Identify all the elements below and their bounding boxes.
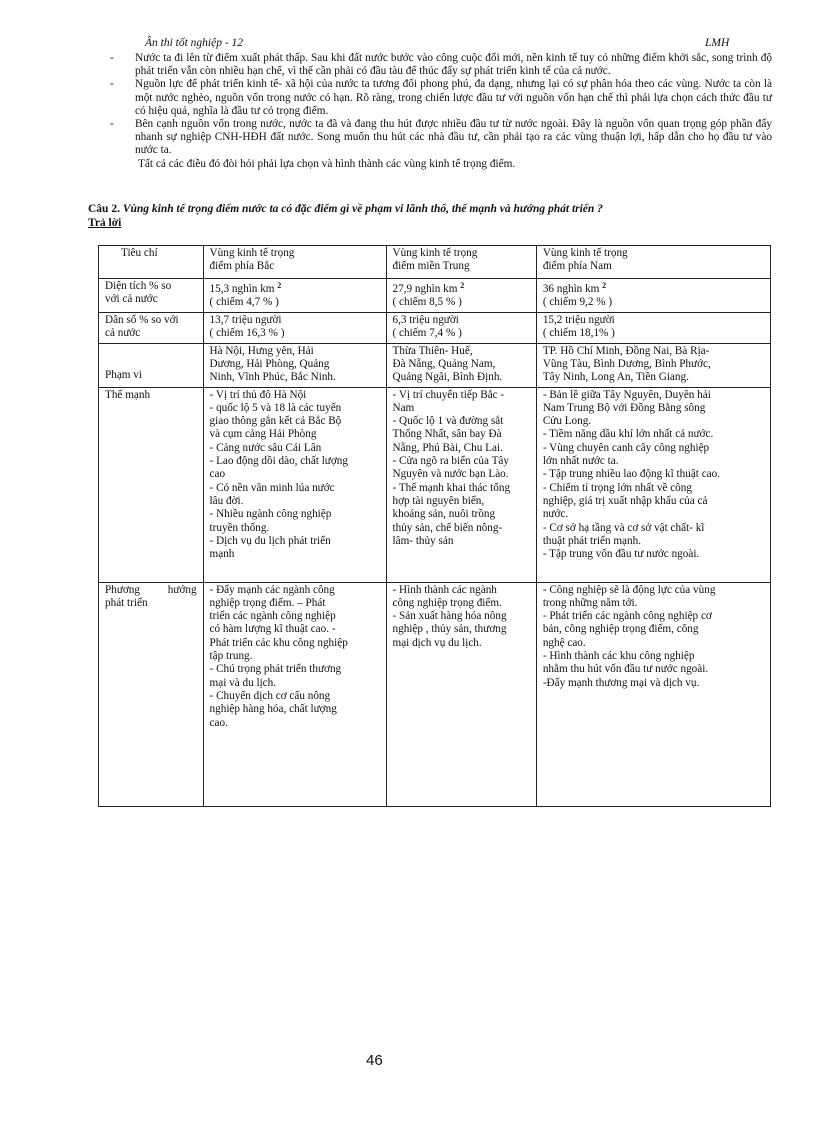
table-row-area [99,279,771,313]
cell-population-central: 6,3 triệu người ( chiếm 7,4 % ) [386,312,536,343]
bullet-dash: - [110,52,114,64]
cell-area-south: 36 nghìn km $^2$ ( chiếm 9,2 % ) [536,279,770,313]
cell-direction-north: - Đẩy mạnh các ngành công nghiệp trọng điểm. – Phát triển các ngành công nghiệp có hàm lượng kĩ thuật cao. - Phát triển các khu công nghiệp tập trung. - Chú trọng phát triển thương mại và du lịch. - Chuyển dịch cơ cấu nông nghiệp hàng hóa, chất lượng cao. [203,582,386,806]
question-number: Câu 2. [88,203,120,215]
intro-section [110,52,772,171]
cell-scope-central: Thừa Thiên- Huế, Đà Nẵng, Quảng Nam, Quảng Ngãi, Bình Định. [386,343,536,387]
intro-conclusion: Tất cả các điều đó đòi hỏi phải lựa chọn và hình thành các vùng kinh tế trọng điểm. [138,157,516,170]
cell-area-north: 15,3 nghìn km $^2$ ( chiếm 4,7 % ) [203,279,386,313]
header-south: Vùng kinh tế trọng điểm phía Nam [536,246,770,279]
cell-direction-south: - Công nghiệp sẽ là động lực của vùng trong những năm tới. - Phát triển các ngành công nghiệp cơ bản, công nghiệp trọng điểm, công nghệ cao. - Hình thành các khu công nghiệp nhằm thu hút vốn đầu tư nước ngoài. -Đẩy mạnh thương mại và dịch vụ. [536,582,770,806]
cell-population-south: 15,2 triệu người ( chiếm 18,1% ) [536,312,770,343]
header-north: Vùng kinh tế trọng điểm phía Bắc [203,246,386,279]
page-number: 46 [366,1052,383,1069]
label-direction: Phương hướng phát triển [99,582,204,806]
table-row-population [99,312,771,343]
cell-strengths-south: - Bản lề giữa Tây Nguyên, Duyên hải Nam Trung Bộ với Đồng Bằng sông Cửu Long. - Tiềm năng dầu khí lớn nhất cả nước. - Vùng chuyên canh cây công nghiệp lớn nhất nước ta. - Tập trung nhiều lao động kĩ thuật cao. - Chiếm tỉ trọng lớn nhất về công nghiệp, giá trị xuất nhập khẩu của cả nước. - Cơ sở hạ tầng và cơ sở vật chất- kĩ thuật phát triển mạnh. - Tập trung vốn đầu tư nước ngoài. [536,387,770,582]
table-row-direction [99,582,771,806]
cell-direction-central: - Hình thành các ngành công nghiệp trọng điểm. - Sản xuất hàng hóa nông nghiệp , thủy sản, thương mại dịch vụ du lịch. [386,582,536,806]
table-row-scope [99,343,771,387]
question-text: Vùng kinh tế trọng điểm nước ta có đặc điểm gì về phạm vi lãnh thổ, thế mạnh và hướng phát triển ? [122,203,603,215]
label-scope: Phạm vi [99,343,204,387]
cell-scope-south: TP. Hồ Chí Minh, Đồng Nai, Bà Rịa- Vũng Tàu, Bình Dương, Bình Phước, Tây Ninh, Long An, Tiền Giang. [536,343,770,387]
table-header-row [99,246,771,279]
economic-zones-table [98,245,771,807]
cell-strengths-central: - Vị trí chuyển tiếp Bắc - Nam - Quốc lộ 1 và đường sắt Thống Nhất, sân bay Đà Nẵng, Phú Bài, Chu Lai. - Cửa ngõ ra biển của Tây Nguyên và nước bạn Lào. - Thế mạnh khai thác tổng hợp tài nguyên biển, khoáng sản, nuôi trồng thủy sản, chế biến nông- lâm- thủy sản [386,387,536,582]
header-central: Vùng kinh tế trọng điểm miền Trung [386,246,536,279]
table-row-strengths [99,387,771,582]
cell-strengths-north: - Vị trí thủ đô Hà Nội - quốc lộ 5 và 18 là các tuyến giao thông gắn kết cả Bắc Bộ và cụm cảng Hải Phòng - Cảng nước sâu Cái Lân - Lao động dồi dào, chất lượng cao - Có nền văn minh lúa nước lâu đời. - Nhiều ngành công nghiệp truyền thống. - Dịch vụ du lịch phát triển mạnh [203,387,386,582]
header-title: Ân thi tốt nghiệp - 12 [145,37,244,49]
answer-label: Trả lời [88,217,122,229]
bullet-dash: - [110,118,114,131]
label-population: Dân số % so với cả nước [99,312,204,343]
cell-scope-north: Hà Nội, Hưng yên, Hải Dương, Hải Phòng, Quảng Ninh, Vĩnh Phúc, Bắc Ninh. [203,343,386,387]
intro-bullet: - Bên cạnh nguồn vốn trong nước, nước ta đã và đang thu hút được nhiều đầu tư từ nước ngoài. Đây là nguồn vốn quan trọng góp phần đẩy nhanh sự nghiệp CNH-HĐH đất nước. Song muốn thu hút các nhà đầu tư, cần phải tạo ra các vùng thuận lợi, hấp dẫn cho họ đầu tư vào nước ta. [110,118,772,157]
intro-bullet: - Nguồn lực để phát triển kinh tế- xã hội của nước ta tương đối phong phú, đa dạng, nhưng lại có sự phân hóa theo các vùng. Nước ta còn là một nước nghèo, nguồn vốn trong nước có hạn. Rõ ràng, trong chiến lược đầu tư với nguồn vốn hạn chế thì phải lựa chọn cách thức đầu tư có hiệu quả, nghĩa là đầu tư có trọng điểm. [110,78,772,117]
bullet-dash: - [110,78,114,91]
intro-bullet: - Nước ta đi lên từ điểm xuất phát thấp. Sau khi đất nước bước vào công cuộc đổi mới, nền kinh tế tuy có những điểm khởi sắc, song trình độ phát triển vẫn còn nhiều hạn chế, vì thế cần phải có đầu tàu để thúc đẩy sự phát triển kinh tế của cả nước. [110,52,772,78]
label-area: Diện tích % so với cả nước [99,279,204,313]
header-author: LMH [705,37,730,49]
header-criteria: Tiêu chí [99,246,204,279]
question-heading [88,203,788,215]
cell-population-north: 13,7 triệu người ( chiếm 16,3 % ) [203,312,386,343]
cell-area-central: 27,9 nghìn km $^2$ ( chiếm 8,5 % ) [386,279,536,313]
label-strengths: Thế mạnh [99,387,204,582]
